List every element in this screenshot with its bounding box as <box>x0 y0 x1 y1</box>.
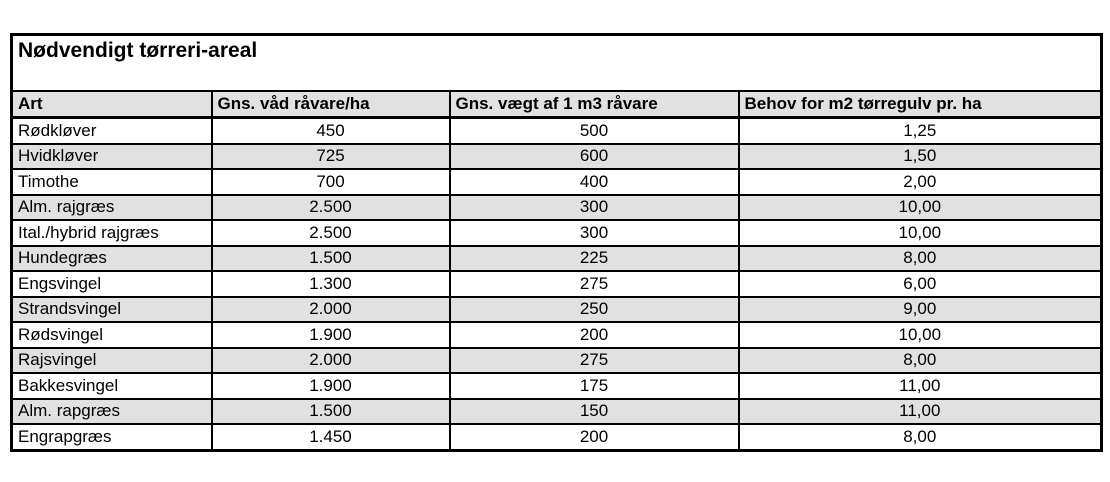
value-cell: 10,00 <box>739 195 1102 221</box>
value-cell: 1.900 <box>212 322 450 348</box>
table-row <box>12 144 1102 170</box>
value-cell: 2.000 <box>212 297 450 323</box>
value-cell: 300 <box>450 195 739 221</box>
value-cell: 11,00 <box>739 373 1102 399</box>
value-cell: 600 <box>450 144 739 170</box>
value-cell: 11,00 <box>739 399 1102 425</box>
value-cell: 175 <box>450 373 739 399</box>
species-cell: Timothe <box>12 169 212 195</box>
header-row <box>12 91 1102 118</box>
value-cell: 500 <box>450 118 739 144</box>
value-cell: 1,50 <box>739 144 1102 170</box>
title-row <box>12 35 1102 92</box>
table-row <box>12 118 1102 144</box>
value-cell: 250 <box>450 297 739 323</box>
value-cell: 10,00 <box>739 220 1102 246</box>
table-row <box>12 424 1102 450</box>
species-cell: Rødsvingel <box>12 322 212 348</box>
value-cell: 8,00 <box>739 246 1102 272</box>
species-cell: Hundegræs <box>12 246 212 272</box>
species-cell: Alm. rapgræs <box>12 399 212 425</box>
table-row <box>12 399 1102 425</box>
table-title: Nødvendigt tørreri-areal <box>12 35 1102 92</box>
value-cell: 225 <box>450 246 739 272</box>
value-cell: 1.300 <box>212 271 450 297</box>
table-row <box>12 169 1102 195</box>
column-header-drying-floor-need: Behov for m2 tørregulv pr. ha <box>739 91 1102 118</box>
value-cell: 400 <box>450 169 739 195</box>
value-cell: 10,00 <box>739 322 1102 348</box>
species-cell: Ital./hybrid rajgræs <box>12 220 212 246</box>
value-cell: 200 <box>450 424 739 450</box>
value-cell: 1.500 <box>212 246 450 272</box>
value-cell: 275 <box>450 271 739 297</box>
table-row <box>12 373 1102 399</box>
table-row <box>12 220 1102 246</box>
value-cell: 1.900 <box>212 373 450 399</box>
value-cell: 1.450 <box>212 424 450 450</box>
value-cell: 200 <box>450 322 739 348</box>
value-cell: 1.500 <box>212 399 450 425</box>
drying-area-table <box>10 33 1103 452</box>
species-cell: Rødkløver <box>12 118 212 144</box>
value-cell: 2,00 <box>739 169 1102 195</box>
species-cell: Engrapgræs <box>12 424 212 450</box>
table-row <box>12 297 1102 323</box>
value-cell: 2.000 <box>212 348 450 374</box>
table-body <box>12 118 1102 451</box>
species-cell: Bakkesvingel <box>12 373 212 399</box>
value-cell: 1,25 <box>739 118 1102 144</box>
value-cell: 275 <box>450 348 739 374</box>
value-cell: 6,00 <box>739 271 1102 297</box>
value-cell: 300 <box>450 220 739 246</box>
value-cell: 8,00 <box>739 348 1102 374</box>
table-row <box>12 246 1102 272</box>
species-cell: Alm. rajgræs <box>12 195 212 221</box>
value-cell: 450 <box>212 118 450 144</box>
value-cell: 8,00 <box>739 424 1102 450</box>
species-cell: Hvidkløver <box>12 144 212 170</box>
table-row <box>12 322 1102 348</box>
species-cell: Engsvingel <box>12 271 212 297</box>
table-row <box>12 271 1102 297</box>
value-cell: 2.500 <box>212 220 450 246</box>
value-cell: 150 <box>450 399 739 425</box>
value-cell: 9,00 <box>739 297 1102 323</box>
table-row <box>12 348 1102 374</box>
species-cell: Strandsvingel <box>12 297 212 323</box>
value-cell: 2.500 <box>212 195 450 221</box>
column-header-weight-per-m3: Gns. vægt af 1 m3 råvare <box>450 91 739 118</box>
value-cell: 725 <box>212 144 450 170</box>
species-cell: Rajsvingel <box>12 348 212 374</box>
column-header-art: Art <box>12 91 212 118</box>
column-header-wet-raw-material: Gns. våd råvare/ha <box>212 91 450 118</box>
table-row <box>12 195 1102 221</box>
value-cell: 700 <box>212 169 450 195</box>
